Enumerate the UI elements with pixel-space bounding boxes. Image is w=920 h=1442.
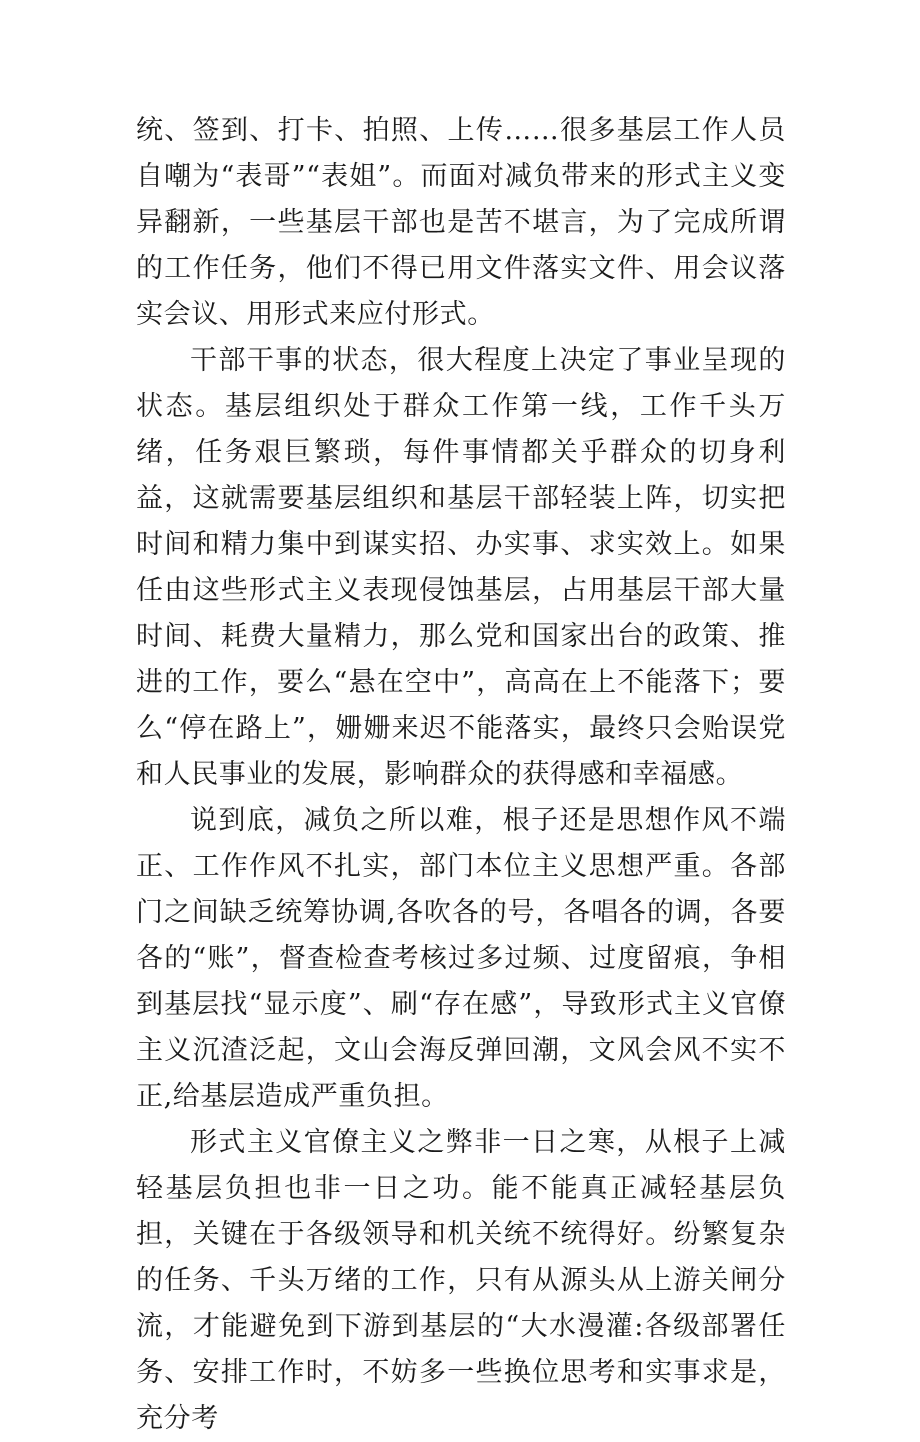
paragraph-2: 干部干事的状态，很大程度上决定了事业呈现的状态。基层组织处于群众工作第一线，工作千头万绪，任务艰巨繁琐，每件事情都关乎群众的切身利益，这就需要基层组织和基层干部轻装上阵，切实把时间和精力集中到谋实招、办实事、求实效上。如果任由这些形式主义表现侵蚀基层，占用基层干部大量时间、耗费大量精力，那么党和国家出台的政策、推进的工作，要么“悬在空中”，高高在上不能落下；要么“停在路上”，姗姗来迟不能落实，最终只会贻误党和人民事业的发展，影响群众的获得感和幸福感。 xyxy=(136,345,786,790)
paragraph-4: 形式主义官僚主义之弊非一日之寒，从根子上减轻基层负担也非一日之功。能不能真正减轻基层负担，关键在于各级领导和机关统不统得好。纷繁复杂的任务、千头万绪的工作，只有从源头从上游关闸分流，才能避免到下游到基层的“大水漫灌:各级部署任务、安排工作时，不妨多一些换位思考和实事求是，充分考 xyxy=(136,1127,786,1434)
document-body xyxy=(136,108,786,1442)
paragraph-1: 统、签到、打卡、拍照、上传……很多基层工作人员自嘲为“表哥”“表姐”。而面对减负带来的形式主义变异翻新，一些基层干部也是苦不堪言，为了完成所谓的工作任务，他们不得已用文件落实文件、用会议落实会议、用形式来应付形式。 xyxy=(136,115,786,330)
paragraph-3: 说到底，减负之所以难，根子还是思想作风不端正、工作作风不扎实，部门本位主义思想严重。各部门之间缺乏统筹协调,各吹各的号，各唱各的调，各要各的“账”，督查检查考核过多过频、过度留痕，争相到基层找“显示度”、刷“存在感”，导致形式主义官僚主义沉渣泛起，文山会海反弹回潮，文风会风不实不正,给基层造成严重负担。 xyxy=(136,805,786,1112)
